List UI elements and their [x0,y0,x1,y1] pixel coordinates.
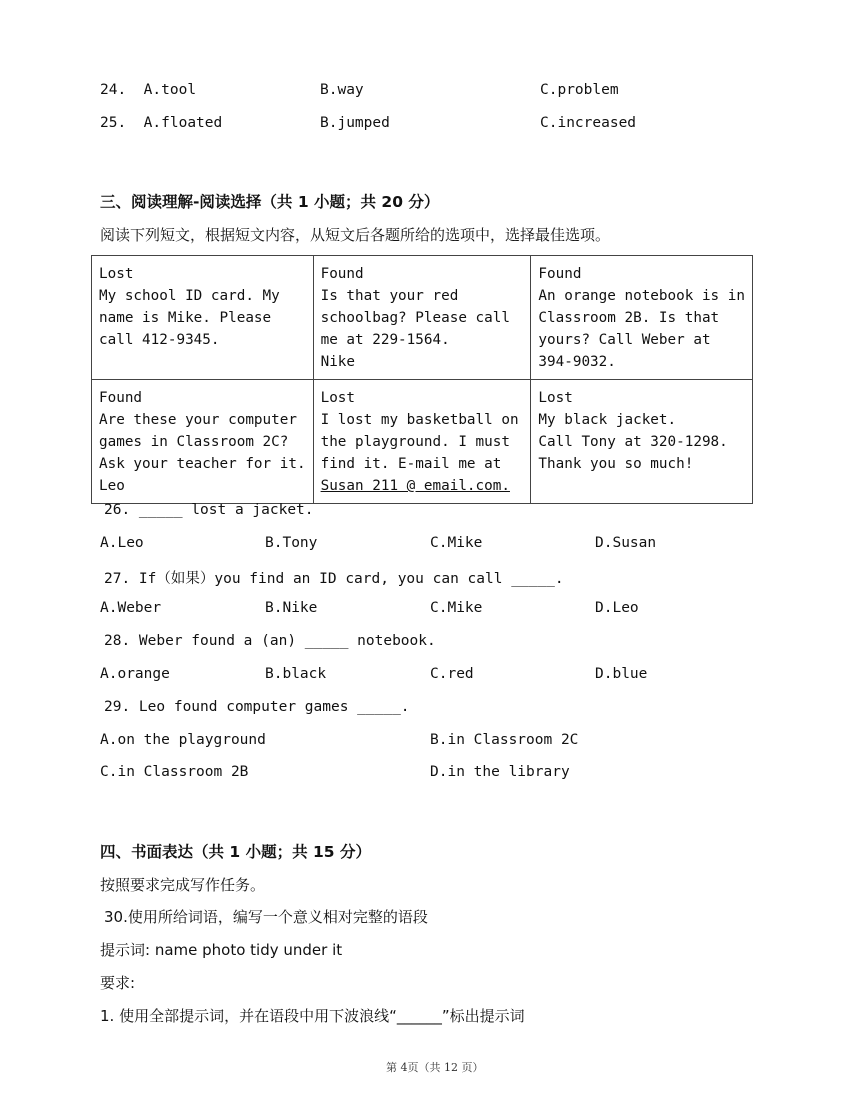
notice-line: the playground. I must [320,434,510,450]
q29-option-c: C.in Classroom 2B [100,764,249,780]
section4-requirement-1: 1. 使用全部提示词，并在语段中用下波浪线“______”标出提示词 [100,1007,525,1025]
notice-row [92,256,753,380]
notice-line: I lost my basketball on [320,412,519,428]
notice-title: Found [99,390,143,406]
notice-line: name is Mike. Please [99,310,272,326]
section3-instruction: 阅读下列短文，根据短文内容，从短文后各题所给的选项中，选择最佳选项。 [100,226,611,244]
q24-option-a: A.tool [143,82,197,98]
q25-option-b: B.jumped [320,115,390,131]
notice-cell [313,256,531,380]
notice-line: Call Tony at 320-1298. [538,434,728,450]
section4-heading: 四、书面表达（共 1 小题；共 15 分） [100,843,371,861]
section4-task: 30.使用所给词语，编写一个意义相对完整的语段 [104,908,428,926]
section4-instruction: 按照要求完成写作任务。 [100,876,266,894]
q27-option-d: D.Leo [595,600,639,616]
q24-option-b: B.way [320,82,364,98]
notice-line: Thank you so much! [538,456,694,472]
notice-line: 394-9032. [538,354,616,370]
notice-cell [313,380,531,504]
notice-signature: Nike [320,354,356,370]
q25-option-a: A.floated [143,115,223,131]
section4-hint: 提示词: name photo tidy under it [100,941,343,959]
section4-requirements-title: 要求: [100,974,136,992]
q27-option-a: A.Weber [100,600,162,616]
notice-line: An orange notebook is in [538,288,745,304]
notice-title: Lost [538,390,573,406]
q26-option-a: A.Leo [100,535,144,551]
q29-option-b: B.in Classroom 2C [430,732,579,748]
notice-line: find it. E-mail me at [320,456,502,472]
notice-title: Lost [320,390,356,406]
notice-line: Ask your teacher for it. [99,456,306,472]
q28-option-b: B.black [265,666,327,682]
notice-signature: Leo [99,478,125,494]
q27-option-b: B.Nike [265,600,318,616]
page-footer: 第 4页（共 12 页） [386,1061,484,1074]
notice-line: Classroom 2B. Is that [538,310,720,326]
q26-stem: 26. _____ lost a jacket. [104,502,314,518]
notice-line: call 412-9345. [99,332,220,348]
notice-table [91,255,753,504]
notice-cell [92,256,314,380]
notice-line: schoolbag? Please call [320,310,510,326]
notice-line: My school ID card. My [99,288,280,304]
q26-option-b: B.Tony [265,535,318,551]
q26-option-c: C.Mike [430,535,483,551]
q25-option-c: C.increased [540,115,637,131]
notice-line: Is that your red [320,288,459,304]
q28-stem: 28. Weber found a (an) _____ notebook. [104,633,436,649]
q29-option-d: D.in the library [430,764,570,780]
q29-stem: 29. Leo found computer games _____. [104,699,410,715]
section3-heading: 三、阅读理解-阅读选择（共 1 小题；共 20 分） [100,193,440,211]
q29-option-a: A.on the playground [100,732,266,748]
notice-line: Are these your computer [99,412,297,428]
notice-title: Found [538,266,582,282]
q27-stem: 27. If（如果）you find an ID card, you can call _____. [104,571,564,587]
q25-stem [100,115,222,131]
notice-title: Found [320,266,364,282]
notice-cell [531,380,753,504]
notice-cell [531,256,753,380]
notice-cell [92,380,314,504]
q28-option-c: C.red [430,666,474,682]
q25-number: 25. [100,115,127,131]
notice-line: My black jacket. [538,412,677,428]
q28-option-d: D.blue [595,666,648,682]
q24-option-c: C.problem [540,82,619,98]
notice-line: me at 229-1564. [320,332,450,348]
q26-option-d: D.Susan [595,535,657,551]
notice-line: games in Classroom 2C? [99,434,289,450]
q24-number: 24. [100,82,127,98]
notice-line: yours? Call Weber at [538,332,711,348]
notice-title: Lost [99,266,134,282]
email-address-link[interactable]: Susan 211 @ email.com. [320,478,510,494]
q24-stem [100,82,196,98]
q27-option-c: C.Mike [430,600,483,616]
q28-option-a: A.orange [100,666,170,682]
notice-row [92,380,753,504]
